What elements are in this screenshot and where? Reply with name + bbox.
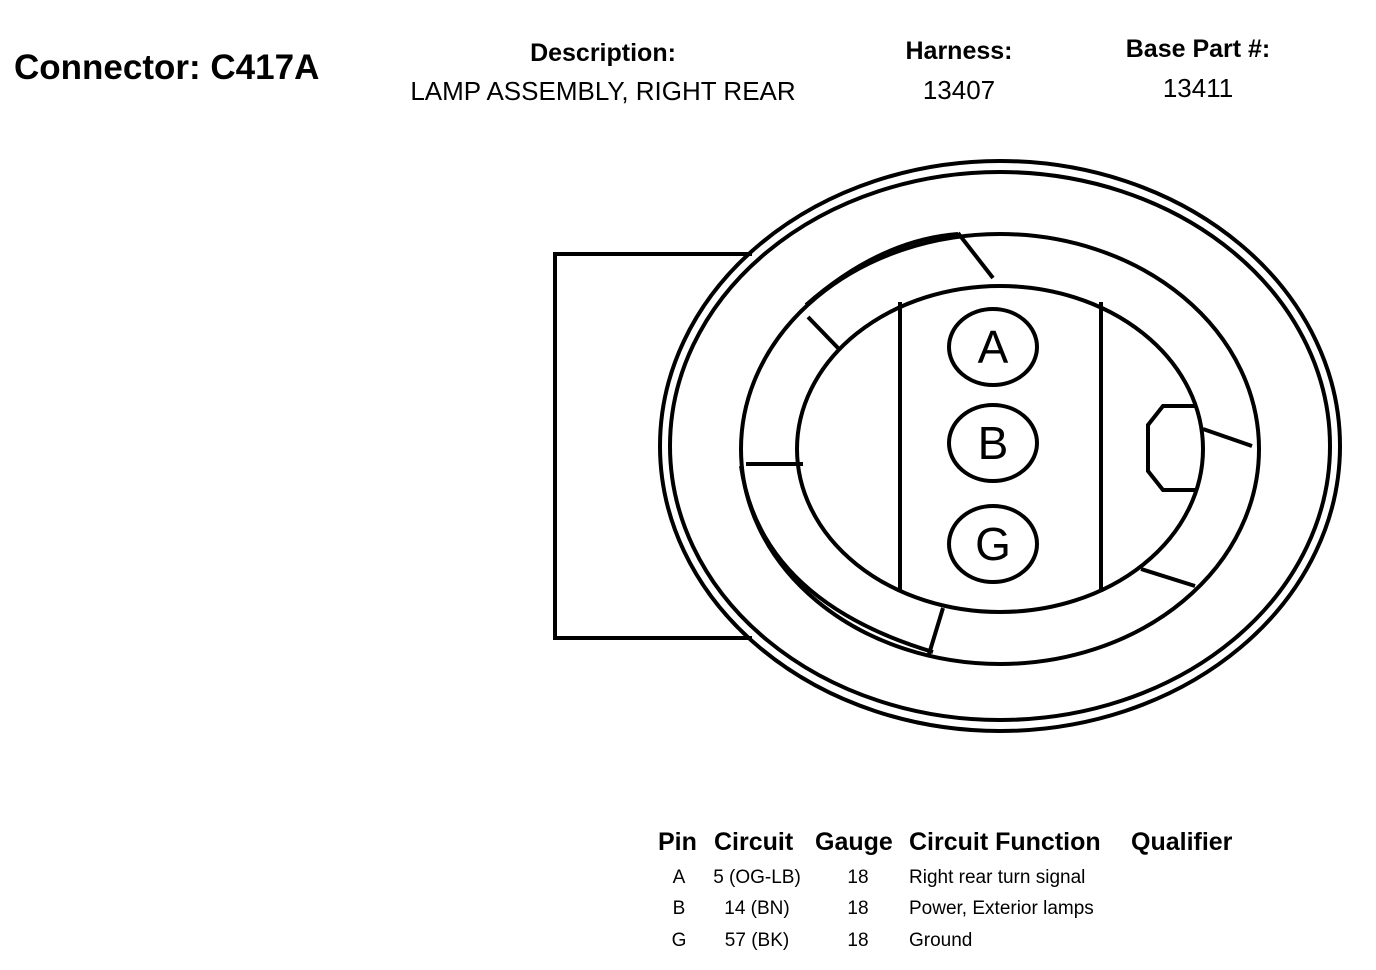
pin-b-label: B: [977, 417, 1009, 469]
ring-tick-lower-right: [1141, 569, 1195, 586]
base-part-label: Base Part #:: [1125, 35, 1271, 63]
col-header-pin: Pin: [658, 828, 697, 856]
cell-function: Ground: [909, 930, 973, 951]
connector-id: C417A: [210, 48, 320, 87]
harness-label: Harness:: [905, 37, 1013, 65]
cell-circuit: 14 (BN): [724, 898, 790, 919]
cell-pin: B: [672, 898, 686, 919]
description-value: LAMP ASSEMBLY, RIGHT REAR: [410, 76, 796, 106]
ring-tick-bottom: [929, 608, 943, 654]
latch-arc-lower: [741, 466, 933, 652]
ring-tick-upper-left: [808, 317, 838, 348]
col-header-function: Circuit Function: [909, 828, 1101, 856]
pin-g-label: G: [975, 518, 1011, 570]
cell-pin: G: [671, 930, 687, 951]
connector-housing-block: [555, 254, 752, 638]
base-part-value: 13411: [1162, 73, 1234, 103]
ring-tick-right: [1203, 429, 1252, 446]
connector-label: Connector:: [14, 48, 201, 87]
cell-function: Right rear turn signal: [909, 867, 1086, 888]
cell-gauge: 18: [847, 930, 869, 951]
ring-tick-top: [958, 233, 993, 278]
col-header-gauge: Gauge: [815, 828, 893, 856]
cell-circuit: 57 (BK): [724, 930, 790, 951]
cell-gauge: 18: [847, 898, 869, 919]
col-header-qualifier: Qualifier: [1131, 828, 1233, 856]
pin-a-label: A: [977, 321, 1009, 373]
col-header-circuit: Circuit: [714, 828, 794, 856]
harness-value: 13407: [922, 75, 996, 105]
cell-function: Power, Exterior lamps: [909, 898, 1094, 919]
pin-a-cavity: [946, 306, 1040, 388]
keying-tab: [1148, 406, 1195, 490]
pin-g-cavity: [946, 503, 1040, 585]
description-label: Description:: [530, 39, 676, 67]
pin-b-cavity: [946, 402, 1040, 484]
cell-circuit: 5 (OG-LB): [713, 867, 801, 888]
cell-pin: A: [672, 867, 686, 888]
cell-gauge: 18: [847, 867, 869, 888]
